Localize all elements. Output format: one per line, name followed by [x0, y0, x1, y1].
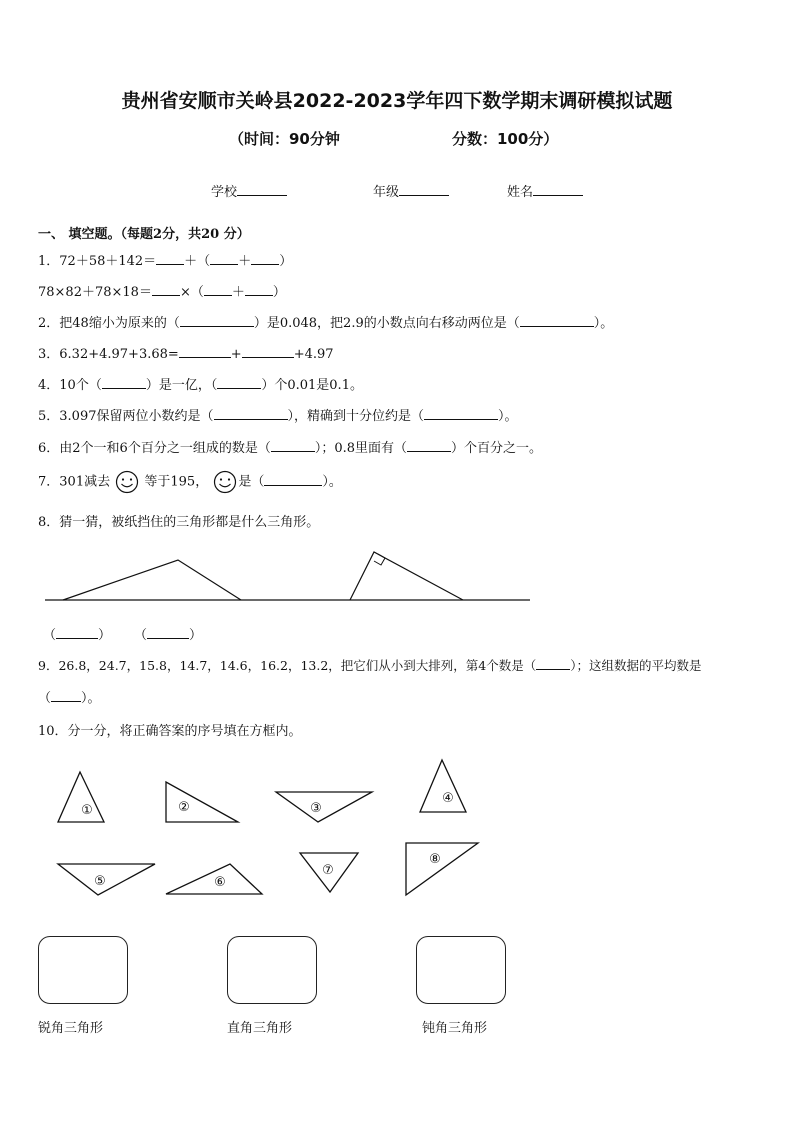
question-9-cont: （ ）。	[38, 687, 101, 706]
right-triangle-label: 直角三角形	[227, 1021, 293, 1036]
answer-blank[interactable]	[251, 250, 279, 265]
hidden-triangles-figure	[0, 540, 794, 610]
grade-label: 年级	[373, 185, 400, 200]
triangle-label: ③	[310, 801, 322, 816]
school-label: 学校	[211, 185, 238, 200]
school-blank[interactable]	[237, 181, 287, 196]
smiley-face-icon	[114, 470, 140, 494]
page-title: 贵州省安顺市关岭县2022-2023学年四下数学期末调研模拟试题	[121, 90, 673, 112]
section-heading: 一、 填空题。（每题2分，共20 分）	[38, 227, 250, 242]
triangle-label: ⑤	[94, 874, 106, 889]
question-6: 6．由2个一和6个百分之一组成的数是（ ）；0.8里面有（ ）个百分之一。	[38, 437, 542, 456]
triangle-label: ⑦	[322, 863, 334, 878]
question-4: 4．10个（ ）是一亿，（ ）个0.01是0.1。	[38, 374, 363, 393]
question-9: 9．26.8，24.7，15.8，14.7，14.6，16.2，13.2，把它们从小到大排列，第4个数是（ ）；这组数据的平均数是	[38, 655, 702, 674]
name-label: 姓名	[507, 185, 534, 200]
answer-blank[interactable]	[147, 624, 189, 639]
answer-blank[interactable]	[102, 374, 146, 389]
answer-blank[interactable]	[152, 281, 180, 296]
answer-blank[interactable]	[264, 471, 322, 486]
answer-blank[interactable]	[156, 250, 184, 265]
answer-blank[interactable]	[424, 405, 498, 420]
time-label: （时间：90分钟	[229, 130, 340, 148]
answer-blank[interactable]	[245, 281, 273, 296]
hidden-triangle-2	[350, 552, 463, 600]
answer-blank[interactable]	[217, 374, 261, 389]
q8-answer-2: （ ）	[134, 624, 202, 643]
answer-blank[interactable]	[179, 343, 231, 358]
triangle-8	[406, 843, 478, 895]
acute-triangle-label: 锐角三角形	[38, 1021, 104, 1036]
triangle-set-figure	[0, 750, 794, 910]
triangle-label: ⑥	[214, 875, 226, 890]
answer-blank[interactable]	[214, 405, 288, 420]
question-8: 8．猜一猜，被纸挡住的三角形都是什么三角形。	[38, 515, 320, 530]
grade-field	[373, 181, 449, 200]
triangle-label: ⑧	[429, 852, 441, 867]
grade-blank[interactable]	[399, 181, 449, 196]
question-3: 3．6.32+4.97+3.68= + +4.97	[38, 343, 334, 362]
acute-answer-box[interactable]	[38, 936, 128, 1004]
school-field	[211, 181, 287, 200]
triangle-3	[276, 792, 372, 822]
question-5: 5．3.097保留两位小数约是（ ），精确到十分位约是（ ）。	[38, 405, 518, 424]
obtuse-triangle-label: 钝角三角形	[422, 1021, 488, 1036]
answer-blank[interactable]	[56, 624, 98, 639]
answer-blank[interactable]	[536, 655, 570, 670]
answer-blank[interactable]	[271, 437, 315, 452]
question-2: 2．把48缩小为原来的（ ）是0.048，把2.9的小数点向右移动两位是（ ）。	[38, 312, 613, 331]
answer-blank[interactable]	[210, 250, 238, 265]
triangle-label: ④	[442, 791, 454, 806]
question-10: 10．分一分，将正确答案的序号填在方框内。	[38, 724, 302, 739]
answer-blank[interactable]	[407, 437, 451, 452]
score-label: 分数：100分）	[452, 130, 559, 148]
question-1a: 1．72＋58＋142＝ ＋（ ＋ ）	[38, 250, 292, 269]
triangle-label: ①	[81, 803, 93, 818]
triangle-5	[58, 864, 155, 895]
obtuse-answer-box[interactable]	[416, 936, 506, 1004]
right-angle-mark	[374, 554, 385, 565]
question-7: 7．301减去 等于195， 是（ ）。	[38, 470, 342, 494]
answer-blank[interactable]	[242, 343, 294, 358]
question-1b: 78×82＋78×18＝ ×（ ＋ ）	[38, 281, 286, 300]
triangle-2	[166, 782, 238, 822]
name-blank[interactable]	[533, 181, 583, 196]
answer-blank[interactable]	[51, 687, 81, 702]
answer-blank[interactable]	[180, 312, 254, 327]
q8-answer-1: （ ）	[43, 624, 111, 643]
smiley-face-icon	[212, 470, 238, 494]
right-answer-box[interactable]	[227, 936, 317, 1004]
triangle-label: ②	[178, 800, 190, 815]
answer-blank[interactable]	[520, 312, 594, 327]
name-field	[507, 181, 583, 200]
answer-blank[interactable]	[204, 281, 232, 296]
hidden-triangle-1	[63, 560, 241, 600]
